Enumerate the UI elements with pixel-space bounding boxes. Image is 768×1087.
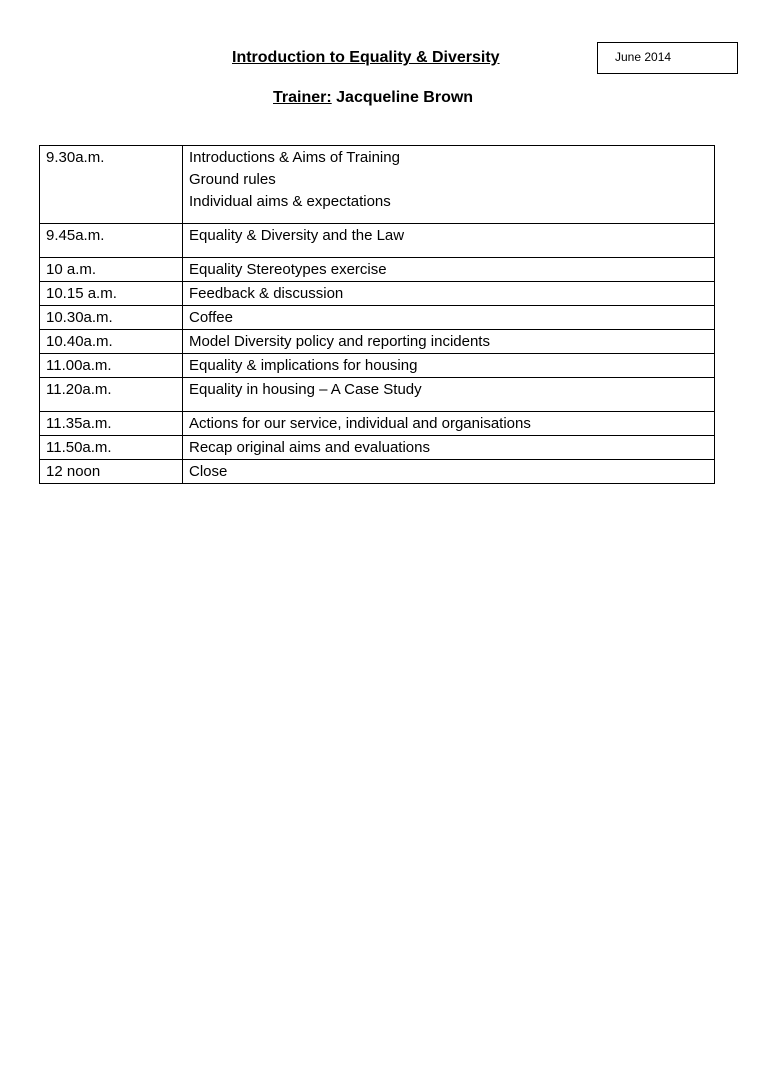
table-row [40, 224, 715, 258]
activity-cell [183, 146, 715, 224]
time-cell: 9.45a.m. [40, 224, 183, 258]
time-cell: 11.00a.m. [40, 354, 183, 378]
time-cell: 9.30a.m. [40, 146, 183, 224]
time-cell: 10 a.m. [40, 258, 183, 282]
time-cell: 10.30a.m. [40, 306, 183, 330]
activity-cell [183, 412, 715, 436]
time-cell: 11.20a.m. [40, 378, 183, 412]
table-row [40, 330, 715, 354]
activity-cell [183, 306, 715, 330]
activity-cell [183, 460, 715, 484]
table-row [40, 258, 715, 282]
activity-cell [183, 436, 715, 460]
time-cell: 10.40a.m. [40, 330, 183, 354]
time-cell: 10.15 a.m. [40, 282, 183, 306]
activity-line: Close [189, 463, 228, 480]
table-row [40, 306, 715, 330]
activity-cell [183, 354, 715, 378]
schedule-table [39, 145, 715, 484]
activity-line: Equality in housing – A Case Study [189, 381, 422, 398]
activity-line: Introductions & Aims of Training [189, 149, 400, 166]
activity-line: Individual aims & expectations [189, 193, 391, 210]
activity-cell [183, 282, 715, 306]
activity-cell [183, 258, 715, 282]
activity-line: Equality & implications for housing [189, 357, 418, 374]
activity-cell [183, 224, 715, 258]
table-row [40, 146, 715, 224]
activity-line: Model Diversity policy and reporting incidents [189, 333, 490, 350]
time-cell: 12 noon [40, 460, 183, 484]
activity-cell [183, 330, 715, 354]
activity-line: Feedback & discussion [189, 285, 344, 302]
activity-line: Equality & Diversity and the Law [189, 227, 405, 244]
table-row [40, 436, 715, 460]
time-cell: 11.50a.m. [40, 436, 183, 460]
trainer-label: Trainer: [273, 89, 332, 106]
date-box: June 2014 [597, 42, 738, 74]
activity-line: Equality Stereotypes exercise [189, 261, 387, 278]
table-row [40, 460, 715, 484]
trainer-name: Jacqueline Brown [336, 89, 474, 106]
table-row [40, 412, 715, 436]
activity-cell [183, 378, 715, 412]
trainer-line [273, 89, 473, 107]
document-title: Introduction to Equality & Diversity [232, 49, 500, 66]
table-row [40, 282, 715, 306]
activity-line: Actions for our service, individual and organisations [189, 415, 531, 432]
table-row [40, 378, 715, 412]
activity-line: Coffee [189, 309, 233, 326]
activity-line: Ground rules [189, 171, 276, 188]
time-cell: 11.35a.m. [40, 412, 183, 436]
activity-line: Recap original aims and evaluations [189, 439, 430, 456]
table-row [40, 354, 715, 378]
